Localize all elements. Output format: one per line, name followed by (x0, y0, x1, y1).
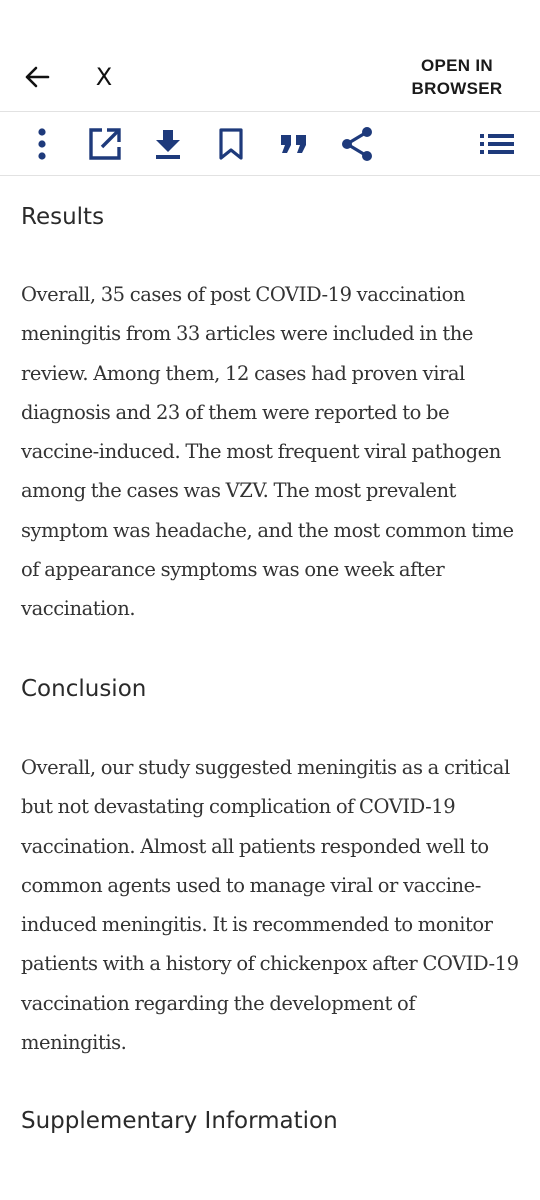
cite-button[interactable] (274, 124, 314, 164)
top-app-bar (0, 0, 540, 112)
back-button[interactable] (18, 58, 56, 96)
results-heading: Results (21, 204, 105, 230)
list-icon (480, 133, 514, 155)
download-button[interactable] (148, 124, 188, 164)
quote-icon (280, 133, 308, 155)
bookmark-icon (218, 128, 244, 160)
more-vert-icon (36, 127, 48, 161)
open-in-browser-label-line2: BROWSER (411, 79, 503, 98)
open-in-browser-label-line1: OPEN IN (420, 56, 493, 75)
share-button[interactable] (337, 124, 377, 164)
supplementary-information-heading[interactable]: Supplementary Information (21, 1108, 338, 1134)
open-in-browser-button[interactable] (402, 54, 512, 100)
conclusion-heading: Conclusion (21, 676, 147, 702)
article-toolbar (0, 112, 540, 176)
download-icon (154, 128, 182, 160)
table-of-contents-button[interactable] (477, 124, 517, 164)
results-paragraph: Overall, 35 cases of post COVID-19 vaccination meningitis from 33 articles were included in the review. Among them, 12 cases had proven viral diagnosis and 23 of them were reported to be vaccine-induced. The most frequent viral pathogen among the cases was VZV. The most prevalent symptom was headache, and the most common time of appearance symptoms was one week after vaccination. (21, 283, 514, 621)
share-icon (340, 126, 374, 162)
open-external-icon (88, 127, 122, 161)
close-label: X (95, 63, 113, 91)
open-external-button[interactable] (85, 124, 125, 164)
arrow-left-icon (24, 65, 50, 89)
bookmark-button[interactable] (211, 124, 251, 164)
conclusion-paragraph: Overall, our study suggested meningitis as a critical but not devastating complication of COVID-19 vaccination. Almost all patients responded well to common agents used to manage viral or vaccine-induced meningitis. It is recommended to monitor patients with a history of chickenpox after COVID-19 vaccination regarding the development of meningitis. (21, 756, 519, 1055)
close-button[interactable] (86, 58, 122, 96)
more-options-button[interactable] (22, 124, 62, 164)
